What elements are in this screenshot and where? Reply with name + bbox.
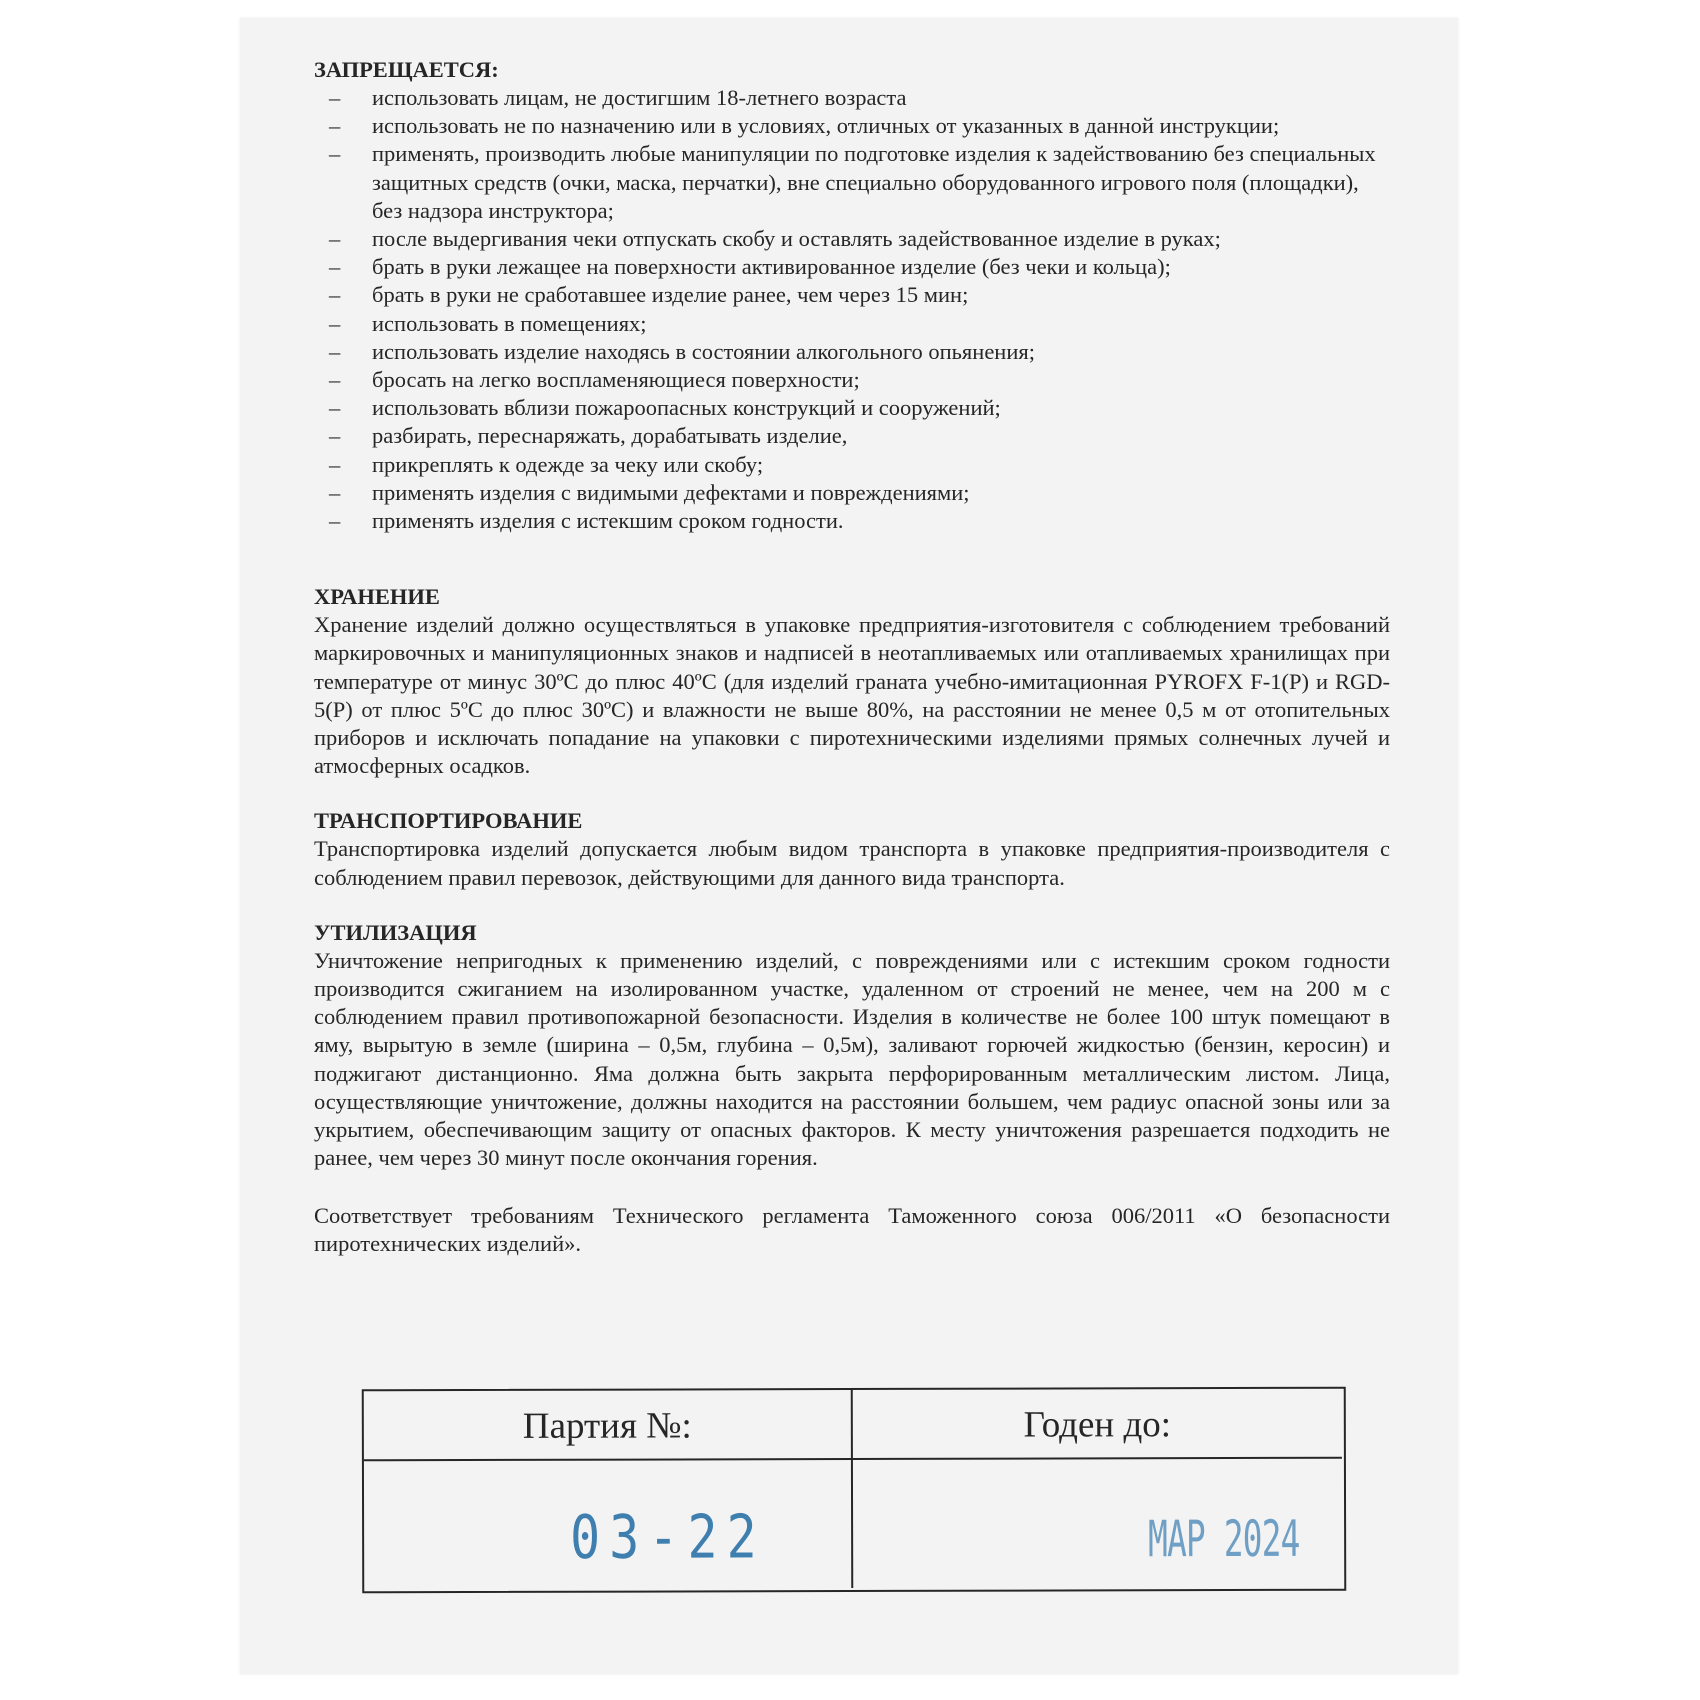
transport-text: Транспортировка изделий допускается любым видом транспорта в упаковке предприятия-производителя с соблюдением правил перевозок, действующими для данного вида транспорта. [314,836,1390,890]
list-item: – использовать изделие находясь в состоянии алкогольного опьянения; [314,338,1390,366]
storage-title: ХРАНЕНИЕ [314,584,440,610]
expiry-date-stamp: МАР 2024 [1148,1510,1300,1569]
list-item: – применять изделия с видимыми дефектами и повреждениями; [314,479,1390,507]
list-item: – разбирать, переснаряжать, дорабатывать изделие, [314,422,1390,450]
list-item: – брать в руки лежащее на поверхности активированное изделие (без чеки и кольца); [314,253,1390,281]
list-item: – использовать в помещениях; [314,310,1390,338]
list-item: – прикреплять к одежде за чеку или скобу; [314,451,1390,479]
compliance-text: Соответствует требованиям Технического регламента Таможенного союза 006/2011 «О безопасности пиротехнических изделий». [314,1202,1390,1256]
batch-label-cell [364,1390,853,1461]
prohibited-title: ЗАПРЕЩАЕТСЯ: [314,57,499,82]
dash-bullet: – [329,423,341,449]
list-item: – использовать лицам, не достигшим 18-летнего возраста [314,84,1390,112]
dash-bullet: – [329,85,341,110]
dash-bullet: – [329,479,341,505]
dash-bullet: – [329,395,341,421]
dash-bullet: – [329,367,341,393]
list-item: – использовать не по назначению или в условиях, отличных от указанных в данной инструкции; [314,112,1390,140]
disposal-title: УТИЛИЗАЦИЯ [314,919,477,945]
dash-bullet: – [329,338,341,364]
storage-text: Хранение изделий должно осуществляться в упаковке предприятия-изготовителя с соблюдением требований маркировочных и манипуляционных знаков и надписей в неотапливаемых или отапливаемых хранилищах при температуре от минус 30ºС до плюс 40ºС (для изделий граната учебно-имитационная PYROFX F-1(Р) и RGD-5(Р) от плюс 5ºС до плюс 30ºС) и влажности не выше 80%, на расстоянии не менее 0,5 м от отопительных приборов и исключать попадание на упаковки с пиротехническими изделиями прямых солнечных лучей и атмосферных осадков. [314,612,1390,779]
dash-bullet: – [329,310,341,336]
batch-table [362,1387,1347,1594]
list-item: – применять изделия с истекшим сроком годности. [314,507,1390,535]
list-item: – использовать вблизи пожароопасных конструкций и сооружений; [314,394,1390,422]
dash-bullet: – [329,282,341,308]
dash-bullet: – [329,141,341,167]
batch-number-stamp: 03-22 [570,1502,766,1573]
dash-bullet: – [329,508,341,534]
transport-title: ТРАНСПОРТИРОВАНИЕ [314,808,583,834]
batch-label: Партия №: [522,1405,692,1447]
dash-bullet: – [329,451,341,477]
prohibited-list [314,84,1390,535]
list-item: – брать в руки не сработавшее изделие ранее, чем через 15 мин; [314,281,1390,309]
batch-value-cell [364,1460,853,1589]
expiry-value-cell [853,1459,1342,1588]
document-page [240,18,1458,1674]
dash-bullet: – [329,226,341,252]
dash-bullet: – [329,254,341,280]
disposal-text: Уничтожение непригодных к применению изделий, с повреждениями или с истекшим сроком годности производится сжиганием на изолированном участке, удаленном от строений не менее, чем на 200 м с соблюдением правил противопожарной безопасности. Изделия в количестве не более 100 штук помещают в яму, вырытую в земле (ширина – 0,5м, глубина – 0,5м), заливают горючей жидкостью (бензин, керосин) и поджигают дистанционно. Яма должна быть закрыта перфорированным металлическим листом. Лица, осуществляющие уничтожение, должны находится на расстоянии большем, чем радиус опасной зоны или за укрытием, обеспечивающим защиту от опасных факторов. К месту уничтожения разрешается подходить не ранее, чем через 30 минут после окончания горения. [314,947,1390,1171]
expiry-label: Годен до: [1023,1404,1172,1446]
expiry-label-cell [853,1389,1342,1460]
list-item: – применять, производить любые манипуляции по подготовке изделия к задействованию без специальных защитных средств (очки, маска, перчатки), вне специально оборудованного игрового поля (площадки), без надзора инструктора; [329,141,1376,223]
dash-bullet: – [329,113,341,139]
document-body [314,56,1390,1258]
list-item: – бросать на легко воспламеняющиеся поверхности; [314,366,1390,394]
list-item: – после выдергивания чеки отпускать скобу и оставлять задействованное изделие в руках; [314,225,1390,253]
